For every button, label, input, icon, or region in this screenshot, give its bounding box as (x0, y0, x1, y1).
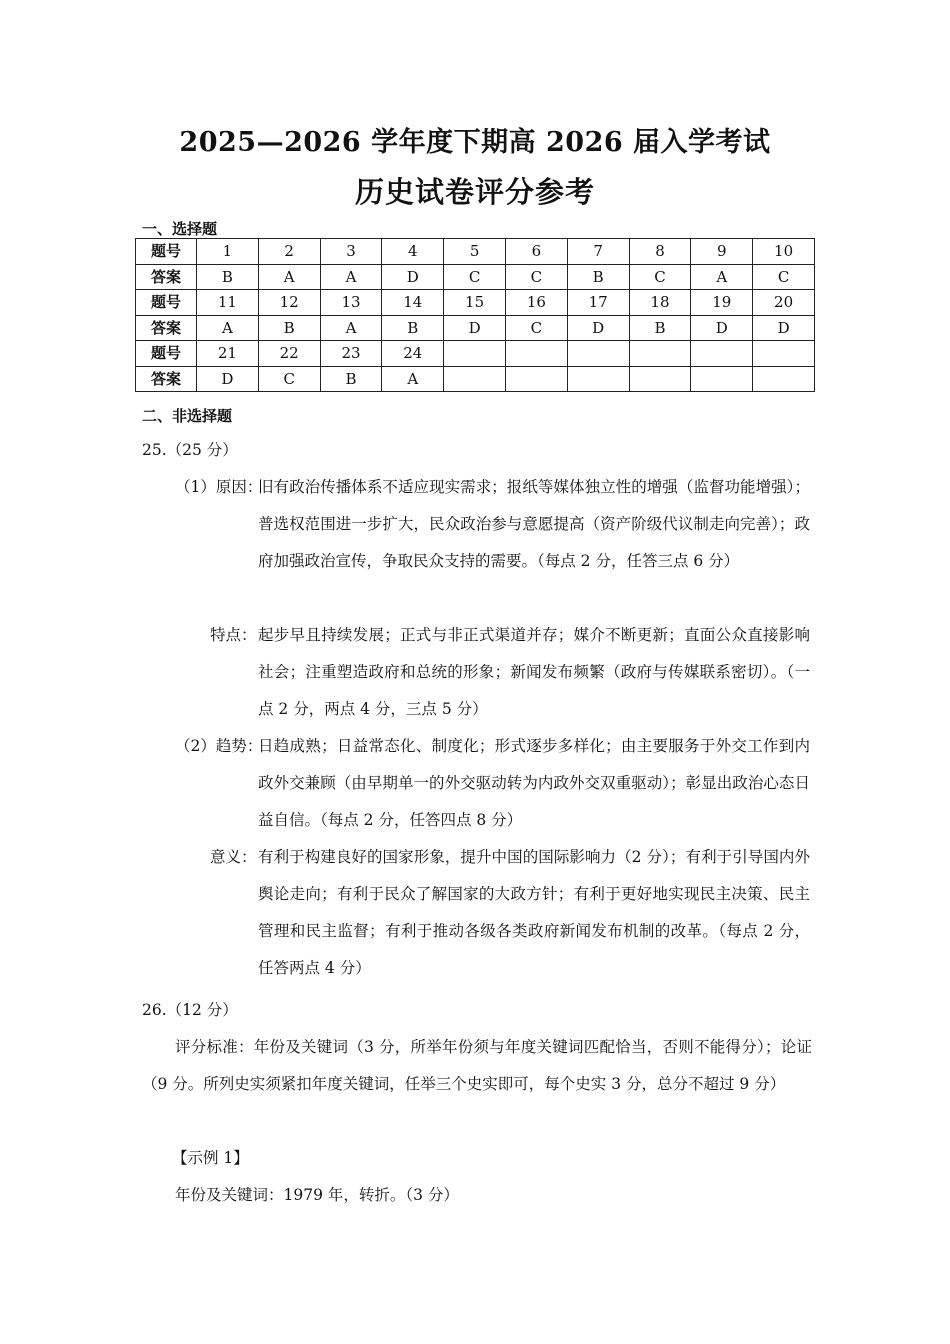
answer-cell (567, 366, 629, 392)
scoring-standard-text: 评分标准：年份及关键词（3 分，所举年份须与年度关键词匹配恰当，否则不能得分）；论证（9 分。所列史实须紧扣年度关键词，任举三个史实即可，每个史实 3 分，总分不超过 9 分） (142, 1038, 812, 1093)
question-25-heading: 25.（25 分） (142, 441, 238, 459)
question-number-cell: 19 (691, 290, 753, 316)
answer-cell: D (197, 366, 259, 392)
answer-cell: C (505, 264, 567, 290)
example-year-keyword: 年份及关键词：1979 年，转折。（3 分） (175, 1186, 459, 1204)
row-header-question-number: 题号 (136, 239, 197, 265)
row-header-question-number: 题号 (136, 341, 197, 367)
answer-cell: D (444, 315, 506, 341)
question-number-cell (691, 341, 753, 367)
question-number-cell: 11 (197, 290, 259, 316)
answer-cell: A (691, 264, 753, 290)
answer-cell: A (197, 315, 259, 341)
question-number-cell (567, 341, 629, 367)
answer-label-feature: 特点： (210, 626, 257, 644)
answer-cell: B (197, 264, 259, 290)
answer-cell: C (629, 264, 691, 290)
answer-cell (691, 366, 753, 392)
question-number-cell: 8 (629, 239, 691, 265)
section-heading-choice: 一、选择题 (142, 220, 218, 238)
question-number-cell: 4 (382, 239, 444, 265)
answer-cell: B (629, 315, 691, 341)
answer-text-significance: 有利于构建良好的国家形象，提升中国的国际影响力（2 分）；有利于引导国内外舆论走向；有利于民众了解国家的大政方针；有利于更好地实现民主决策、民主管理和民主监督；有利于推动各级各类政府新闻发布机制的改革。（每点 2 分，任答两点 4 分） (258, 848, 810, 977)
answer-cell: B (567, 264, 629, 290)
answer-cell: A (258, 264, 320, 290)
table-row (136, 264, 815, 290)
answer-text-cause: 旧有政治传播体系不适应现实需求；报纸等媒体独立性的增强（监督功能增强）；普选权范围进一步扩大，民众政治参与意愿提高（资产阶级代议制走向完善）；政府加强政治宣传，争取民众支持的需要。（每点 2 分，任答三点 6 分） (258, 478, 810, 570)
question-number-cell: 24 (382, 341, 444, 367)
answer-cell: C (505, 315, 567, 341)
question-number-cell: 18 (629, 290, 691, 316)
row-header-answer: 答案 (136, 264, 197, 290)
answer-cell: B (382, 315, 444, 341)
question-number-cell (505, 341, 567, 367)
question-26-heading: 26.（12 分） (142, 1001, 238, 1019)
question-number-cell: 6 (505, 239, 567, 265)
answer-label-trend: （2）趋势： (175, 737, 263, 755)
answer-cell: A (382, 366, 444, 392)
table-row (136, 366, 815, 392)
question-number-cell (444, 341, 506, 367)
table-row (136, 315, 815, 341)
question-number-cell: 3 (320, 239, 382, 265)
question-number-cell: 15 (444, 290, 506, 316)
answer-cell (629, 366, 691, 392)
example-label: 【示例 1】 (172, 1149, 249, 1167)
question-number-cell: 5 (444, 239, 506, 265)
question-number-cell: 17 (567, 290, 629, 316)
answer-text-feature: 起步早且持续发展；正式与非正式渠道并存；媒介不断更新；直面公众直接影响社会；注重塑造政府和总统的形象；新闻发布频繁（政府与传媒联系密切）。（一点 2 分，两点 4 分，三点 5 分） (258, 626, 810, 718)
document-title: 2025—2026 学年度下期高 2026 届入学考试 (179, 127, 771, 158)
answer-cell: A (320, 315, 382, 341)
question-number-cell: 16 (505, 290, 567, 316)
answer-cell (753, 366, 815, 392)
question-number-cell: 14 (382, 290, 444, 316)
row-header-answer: 答案 (136, 315, 197, 341)
answer-label-cause: （1）原因： (175, 478, 263, 496)
question-number-cell: 2 (258, 239, 320, 265)
answer-table (135, 238, 815, 392)
answer-cell: D (567, 315, 629, 341)
question-number-cell (629, 341, 691, 367)
question-number-cell: 10 (753, 239, 815, 265)
answer-cell (444, 366, 506, 392)
answer-cell: C (258, 366, 320, 392)
answer-cell: C (444, 264, 506, 290)
question-number-cell: 9 (691, 239, 753, 265)
table-row (136, 290, 815, 316)
answer-cell: D (691, 315, 753, 341)
answer-cell: B (320, 366, 382, 392)
answer-label-significance: 意义： (210, 848, 257, 866)
answer-text-trend: 日趋成熟；日益常态化、制度化；形式逐步多样化；由主要服务于外交工作到内政外交兼顾（由早期单一的外交驱动转为内政外交双重驱动）；彰显出政治心态日益自信。（每点 2 分，任答四点 8 分） (258, 737, 810, 829)
question-number-cell: 20 (753, 290, 815, 316)
section-heading-nonchoice: 二、非选择题 (142, 407, 233, 425)
document-subtitle: 历史试卷评分参考 (354, 175, 595, 209)
row-header-answer: 答案 (136, 366, 197, 392)
question-number-cell: 22 (258, 341, 320, 367)
answer-cell: D (753, 315, 815, 341)
answer-cell: B (258, 315, 320, 341)
question-number-cell: 21 (197, 341, 259, 367)
answer-cell: C (753, 264, 815, 290)
table-row (136, 239, 815, 265)
answer-cell: D (382, 264, 444, 290)
question-number-cell: 7 (567, 239, 629, 265)
answer-cell (505, 366, 567, 392)
question-number-cell (753, 341, 815, 367)
question-number-cell: 13 (320, 290, 382, 316)
question-number-cell: 23 (320, 341, 382, 367)
question-number-cell: 1 (197, 239, 259, 265)
answer-cell: A (320, 264, 382, 290)
row-header-question-number: 题号 (136, 290, 197, 316)
table-row (136, 341, 815, 367)
question-number-cell: 12 (258, 290, 320, 316)
